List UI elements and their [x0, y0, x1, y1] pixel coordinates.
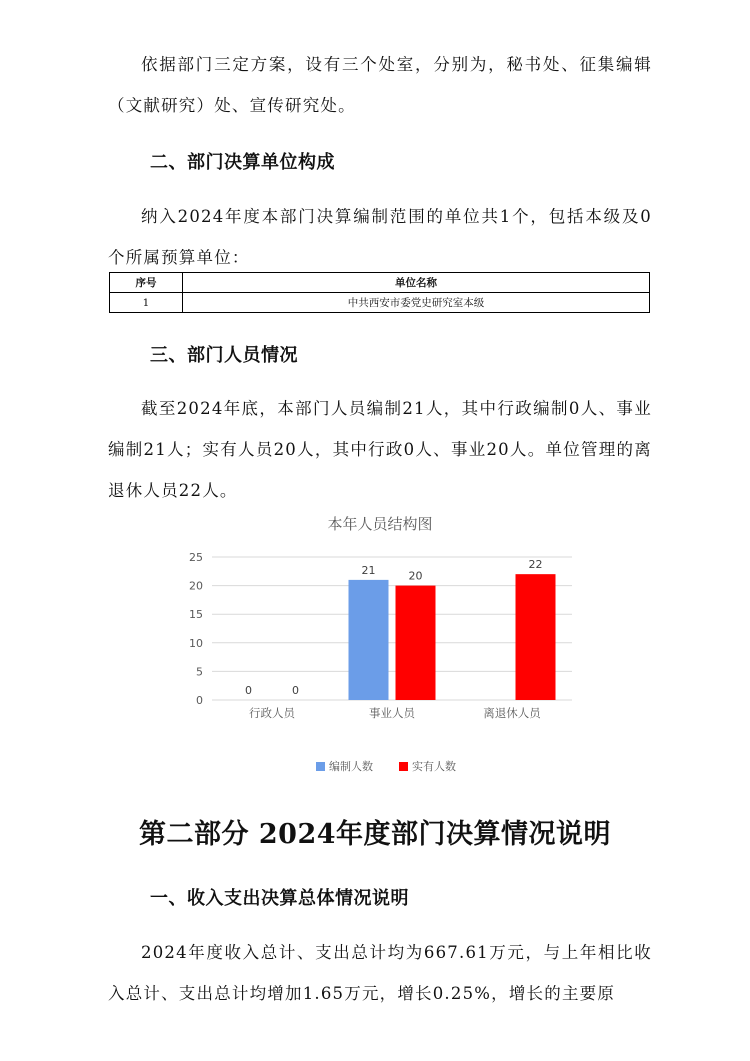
y-tick-label: 20	[189, 579, 203, 593]
y-tick-label: 15	[189, 608, 203, 622]
x-tick-label: 离退休人员	[483, 706, 541, 720]
data-label: 22	[528, 558, 543, 572]
table-header-unit-name: 单位名称	[183, 273, 650, 293]
table-row	[110, 293, 650, 313]
table-cell-seq: 1	[110, 293, 183, 313]
income-expense-paragraph: 2024年度收入总计、支出总计均为667.61万元，与上年相比收入总计、支出总计均增加1.65万元，增长0.25%，增长的主要原	[108, 943, 652, 1003]
bar-实有人数-离退休人员	[516, 574, 556, 700]
legend-swatch	[399, 762, 408, 771]
data-label: 0	[245, 684, 252, 697]
part-title: 第二部分 2024年度部门决算情况说明	[138, 819, 612, 850]
section-heading-unit-composition: 二、部门决算单位构成	[150, 152, 335, 173]
data-label: 21	[361, 563, 376, 577]
legend-label: 实有人数	[412, 760, 456, 773]
y-tick-label: 5	[196, 665, 203, 679]
y-tick-label: 25	[189, 551, 203, 564]
bar-实有人数-事业人员	[396, 586, 436, 700]
data-label: 0	[292, 684, 299, 697]
legend-swatch	[316, 762, 325, 771]
y-tick-label: 10	[189, 636, 203, 650]
data-label: 20	[408, 569, 423, 583]
unit-composition-paragraph: 纳入2024年度本部门决算编制范围的单位共1个，包括本级及0个所属预算单位：	[108, 207, 652, 267]
personnel-chart-svg	[180, 508, 580, 788]
section-heading-personnel: 三、部门人员情况	[150, 345, 298, 366]
x-tick-label: 行政人员	[249, 706, 295, 720]
table-header-seq: 序号	[110, 273, 183, 293]
table-header-row	[110, 273, 650, 293]
legend-label: 编制人数	[329, 760, 373, 773]
section-heading-income-expense: 一、收入支出决算总体情况说明	[150, 888, 409, 909]
table-cell-unit-name: 中共西安市委党史研究室本级	[183, 293, 650, 313]
unit-table	[109, 272, 650, 313]
x-tick-label: 事业人员	[369, 706, 415, 720]
y-tick-label: 0	[196, 694, 203, 707]
chart-title: 本年人员结构图	[327, 515, 433, 533]
bar-编制人数-事业人员	[349, 580, 389, 700]
personnel-chart	[180, 508, 580, 788]
intro-paragraph: 依据部门三定方案，设有三个处室，分别为，秘书处、征集编辑（文献研究）处、宣传研究处。	[108, 55, 652, 115]
personnel-paragraph: 截至2024年底，本部门人员编制21人，其中行政编制0人、事业编制21人；实有人员20人，其中行政0人、事业20人。单位管理的离退休人员22人。	[108, 399, 652, 500]
